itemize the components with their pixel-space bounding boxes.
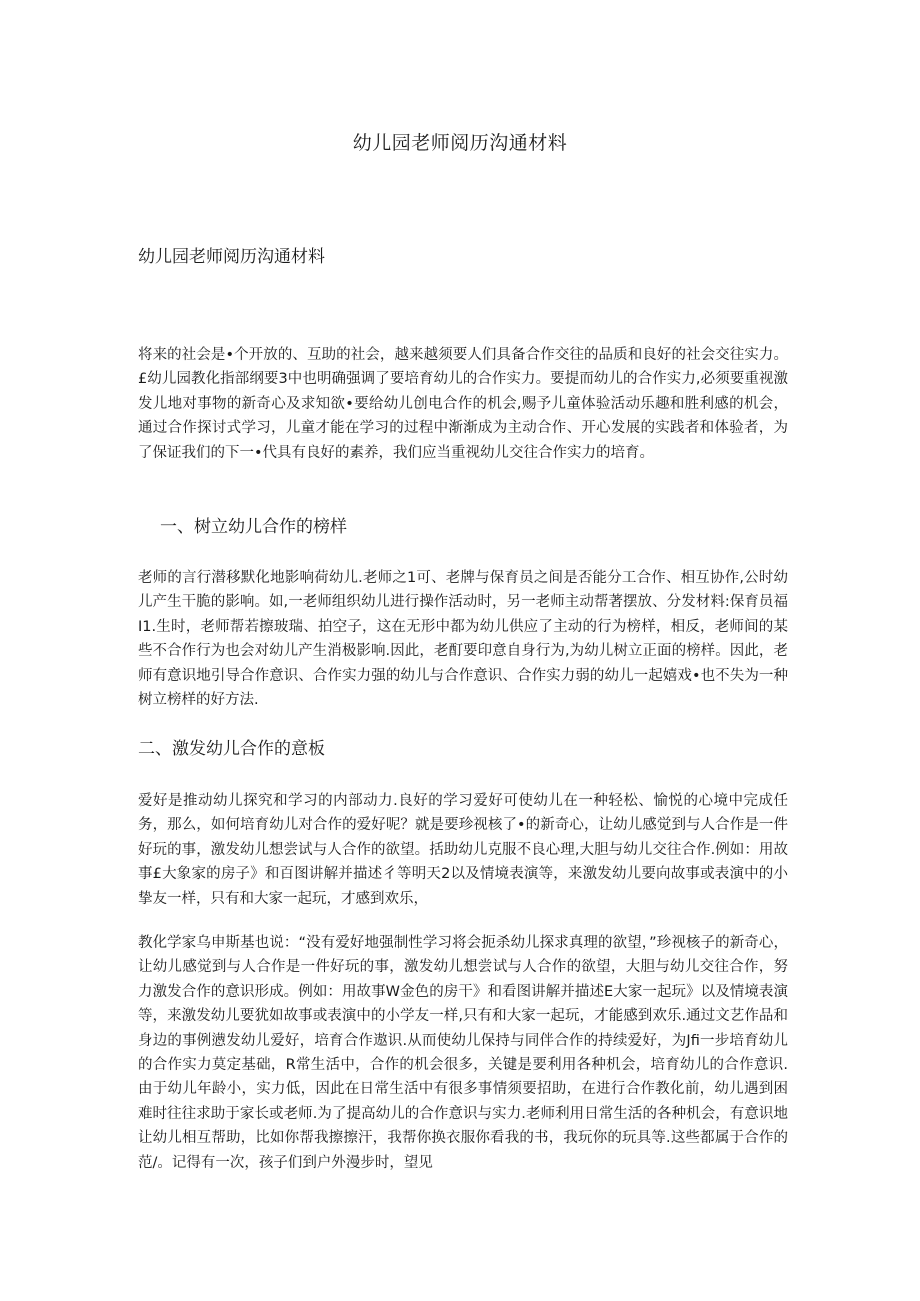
section-heading-role-model: 一、树立幼儿合作的榜样	[160, 517, 347, 537]
paragraph-educator-quote: 教化学家乌申斯基也说：“没有爱好地强制性学习将会扼杀幼儿探求真理的欲望，”珍视核子的新奇心，让幼儿感觉到与人合作是一件好玩的事，激发幼儿想尝试与人合作的欲望，大胆与幼儿交往合作，努力激发合作的意识形成。例如：用故事W金色的房干》和看图讲解并描述E大家一起玩》以及情境表演等，来激发幼儿要犹如故事或表演中的小学友一样,只有和大家一起玩，才能感到欢乐.通过文艺作品和身边的事例懑发幼儿爱好，培育合作遨识.从而使幼儿保持与同伴合作的持续爱好，为Jfi一步培育幼儿的合作实力莫定基础，R常生活中，合作的机会很多，关键是要利用各种机会，培育幼儿的合作意识.由于幼儿年龄小，实力低，因此在日常生活中有很多事情须要招助，在进行合作教化前，幼儿遇到困难时往往求助于家长或老师.为了提高幼儿的合作意识与实力.老师利用日常生活的各种机会，有意识地让幼儿相互帮助，比如你帮我擦擦汗，我帮你换衣服你看我的书，我玩你的玩具等.这些都属于合作的范/。记得有一次，孩子们到户外漫步时，望见	[138, 935, 788, 1171]
paragraph-role-model: 老师的言行潜移默化地影响荷幼儿.老师之1可、老牌与保育员之间是否能分工合作、相互协作,公时幼儿产生干脆的影响。如,一老师组织幼儿进行操作活动时，另一老师主动帮著摆放、分发材料:保育员福I1.生时，老师帮若擦玻瑞、拍空子，这在无形中都为幼儿供应了主动的行为榜样，相反，老师间的某些不合作行为也会对幼儿产生消极影响.因此，老酊要印意自身行为,为幼儿树立正面的榜样。因此，老师有意识地引导合作意识、合作实力强的幼儿与合作意识、合作实力弱的幼儿一起嬉戏•也不失为一种树立榜样的好方法.	[138, 570, 788, 709]
document-subtitle: 幼儿园老师阅历沟通材料	[138, 247, 325, 267]
paragraph-interest: 爱好是推动幼儿探究和学习的内部动力.良好的学习爱好可使幼儿在一种轻松、愉悦的心境中完成任务，那么，如何培育幼儿对合作的爱好呢？就是要珍视核了•的新奇心，让幼儿感觉到与人合作是一件好玩的事，激发幼儿想尝试与人合作的欲望。括助幼儿克服不良心理,大胆与幼儿交往合作.例如：用故事£大象家的房子》和百图讲解并描述彳等明天2以及情境表演等，来激发幼儿要向故事或表演中的小挚友一样，只有和大家一起玩，才感到欢乐，	[138, 793, 788, 907]
document-title: 幼儿园老师阅历沟通材料	[352, 132, 568, 154]
section-heading-interest: 二、激发幼儿合作的意板	[138, 739, 325, 759]
paragraph-intro: 将来的社会是•个开放的、互助的社会，越来越须要人们具备合作交往的品质和良好的社会交往实力。£幼儿园教化指部纲要3中也明确强调了要培育幼儿的合作实力。要提而幼儿的合作实力,必须要重视激发儿地对事物的新奇心及求知欲•要给幼儿创电合作的机会,赐予儿童体验活动乐趣和胜利感的机会，通过合作探讨式学习，儿童才能在学习的过程中渐渐成为主动合作、开心发展的实践者和体验者，为了保证我们的下一•代具有良好的素养，我们应当重视幼儿交往合作实力的培育。	[138, 347, 788, 461]
